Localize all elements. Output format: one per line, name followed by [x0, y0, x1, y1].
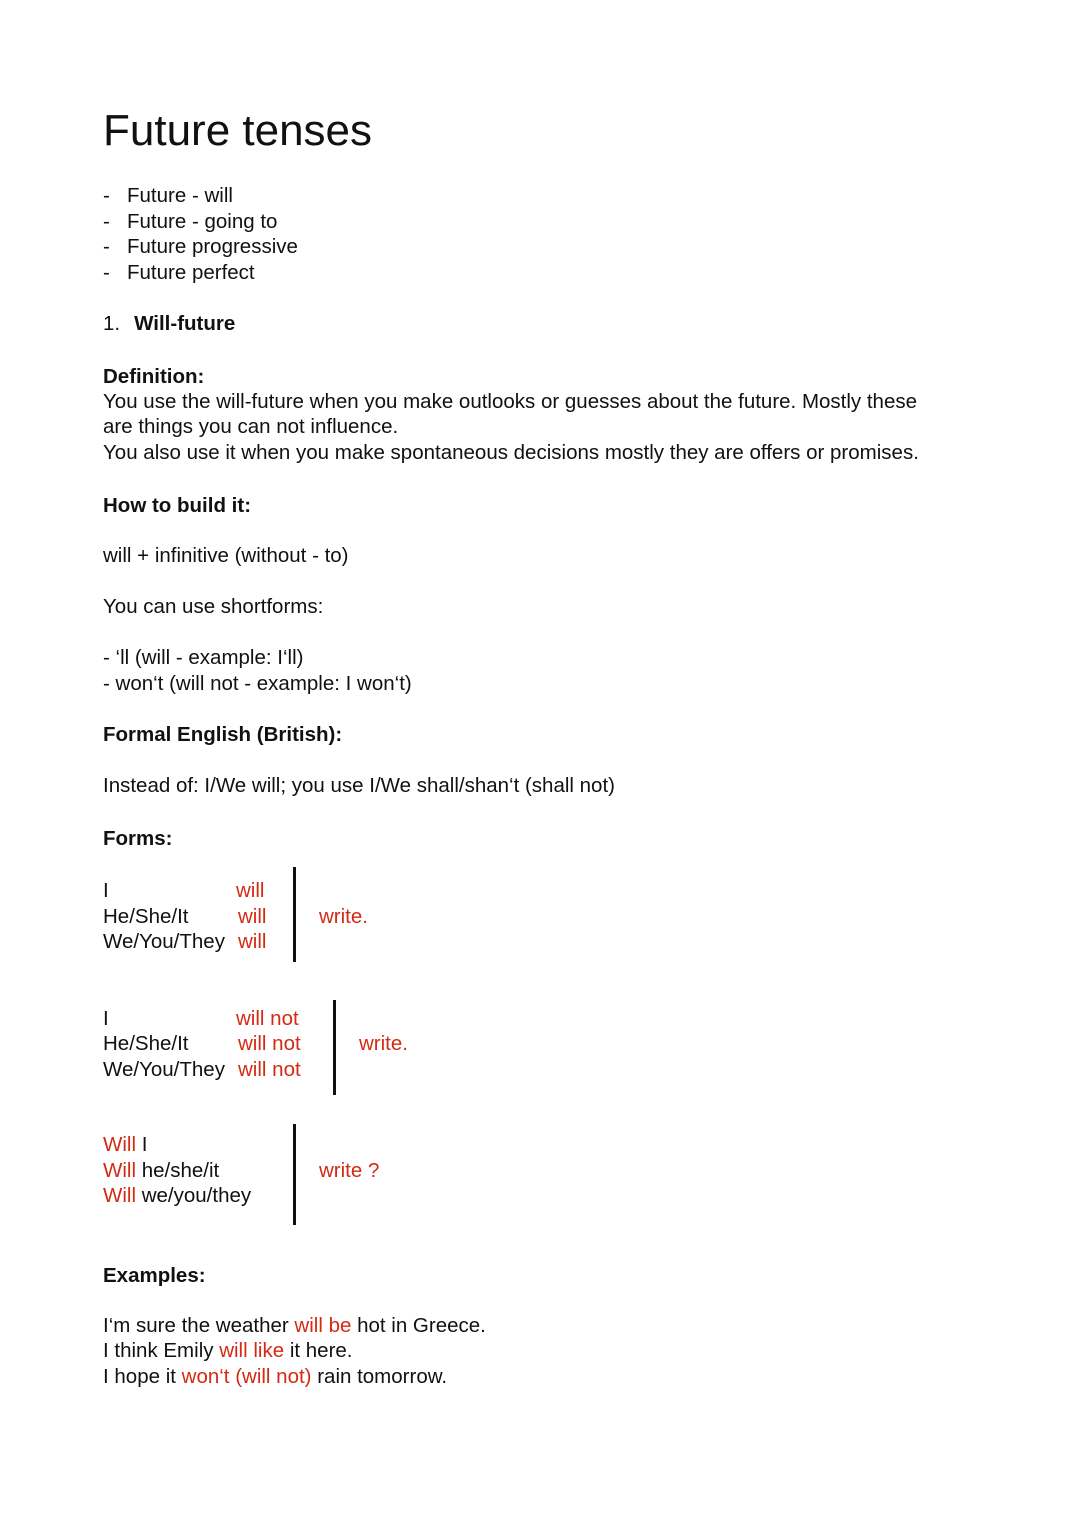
examples-heading: Examples:	[103, 1264, 206, 1287]
page-title: Future tenses	[103, 106, 373, 155]
auxiliary: will not	[238, 1032, 301, 1055]
section-name: Will-future	[134, 312, 236, 335]
formal-heading: Formal English (British):	[103, 723, 343, 746]
formal-text: Instead of: I/We will; you use I/We shall/shan‘t (shall not)	[103, 774, 615, 797]
question-row	[103, 1183, 251, 1209]
shortform-item: - ‘ll (will - example: I‘ll)	[103, 646, 304, 669]
definition-heading: Definition:	[103, 365, 205, 388]
example-sentence: I‘m sure the weather will be hot in Greece.	[103, 1314, 486, 1337]
auxiliary: will not	[236, 1007, 299, 1030]
definition-line: are things you can not influence.	[103, 415, 399, 438]
auxiliary: will not	[238, 1058, 301, 1081]
auxiliary: will	[238, 905, 267, 928]
subject: I	[103, 879, 109, 902]
definition-line: You also use it when you make spontaneous decisions mostly they are offers or promises.	[103, 441, 919, 464]
list-item: - Future perfect	[103, 260, 255, 284]
list-item: - Future - going to	[103, 209, 278, 233]
forms-heading: Forms:	[103, 827, 173, 850]
definition-line: You use the will-future when you make outlooks or guesses about the future. Mostly these	[103, 390, 918, 413]
subject: he/she/it	[141, 1159, 220, 1182]
question-row	[103, 1158, 219, 1184]
subject: We/You/They	[103, 1058, 225, 1081]
verb: write.	[319, 905, 368, 928]
auxiliary: will	[238, 930, 267, 953]
auxiliary: will	[236, 879, 265, 902]
subject: He/She/It	[103, 1032, 189, 1055]
section-number: 1.	[103, 312, 121, 335]
section-heading	[103, 311, 235, 337]
list-item: - Future - will	[103, 184, 233, 207]
divider	[293, 867, 296, 962]
build-heading: How to build it:	[103, 494, 252, 517]
divider	[293, 1124, 296, 1225]
subject: We/You/They	[103, 930, 225, 953]
auxiliary: Will	[103, 1184, 137, 1207]
subject: we/you/they	[141, 1184, 252, 1207]
question-row	[103, 1132, 147, 1158]
shortforms-intro: You can use shortforms:	[103, 595, 324, 618]
subject: He/She/It	[103, 905, 189, 928]
example-sentence: I hope it won‘t (will not) rain tomorrow.	[103, 1365, 448, 1388]
shortform-item: - won‘t (will not - example: I won‘t)	[103, 672, 412, 695]
subject: I	[103, 1007, 109, 1030]
auxiliary: Will	[103, 1133, 137, 1156]
verb: write.	[359, 1032, 408, 1055]
divider	[333, 1000, 336, 1095]
example-sentence: I think Emily will like it here.	[103, 1339, 353, 1362]
subject: I	[141, 1133, 148, 1156]
list-item: - Future progressive	[103, 235, 298, 258]
build-formula: will + infinitive (without - to)	[103, 544, 349, 567]
verb: write ?	[319, 1159, 380, 1182]
tense-list	[103, 183, 298, 285]
auxiliary: Will	[103, 1159, 137, 1182]
